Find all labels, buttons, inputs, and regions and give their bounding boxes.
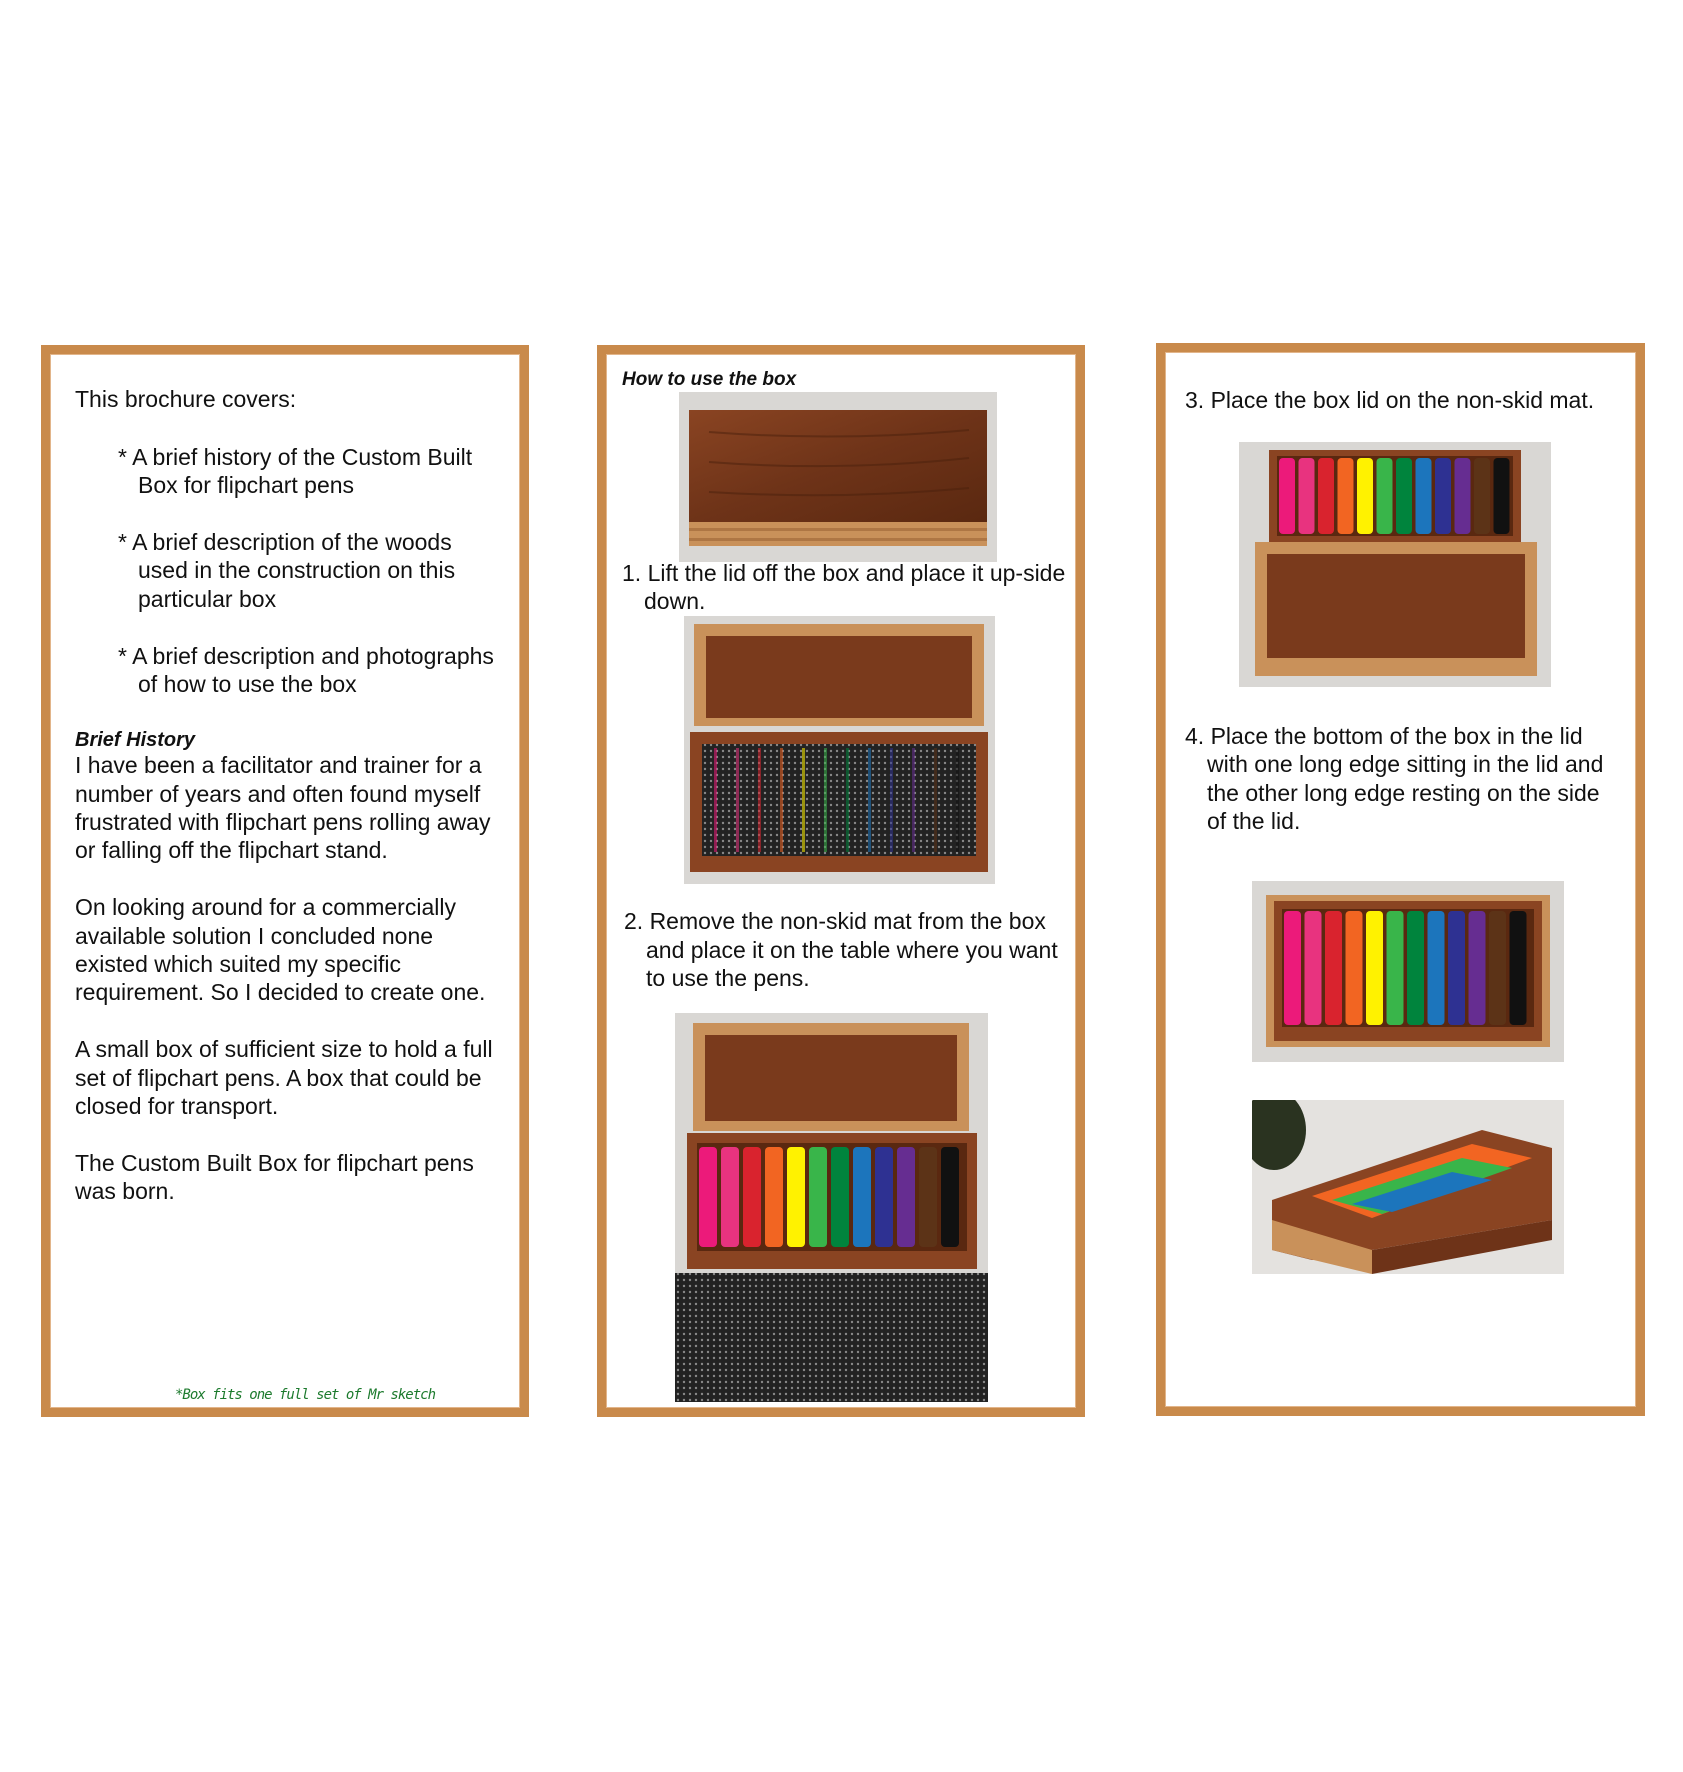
bullet-usage-line1: * A brief description and photographs	[118, 643, 494, 669]
mat-stripe	[780, 748, 783, 852]
pen	[1455, 458, 1471, 534]
pen	[1357, 458, 1373, 534]
step1-line1: 1. Lift the lid off the box and place it up-side	[622, 560, 1066, 586]
mat-stripe	[736, 748, 739, 852]
history-para4-line1: The Custom Built Box for flipchart pens	[75, 1150, 474, 1176]
pen	[1448, 911, 1465, 1025]
step4-line2: with one long edge sitting in the lid and	[1207, 751, 1604, 777]
history-para4-line2: was born.	[75, 1178, 175, 1204]
history-para1-line4: or falling off the flipchart stand.	[75, 837, 388, 863]
mat-stripe	[934, 748, 937, 852]
mat-stripe	[802, 748, 805, 852]
pen	[1305, 911, 1322, 1025]
pen	[1299, 458, 1315, 534]
history-para1-line2: number of years and often found myself	[75, 781, 481, 807]
pen	[699, 1147, 717, 1247]
pen	[1510, 911, 1527, 1025]
history-para3-line2: set of flipchart pens. A box that could be	[75, 1065, 482, 1091]
mat-stripe	[912, 748, 915, 852]
pen	[831, 1147, 849, 1247]
pen	[897, 1147, 915, 1247]
pen	[1377, 458, 1393, 534]
bullet-usage-line2: of how to use the box	[138, 671, 357, 697]
pen	[765, 1147, 783, 1247]
mat-stripe	[868, 748, 871, 852]
pen	[743, 1147, 761, 1247]
mat-stripe	[758, 748, 761, 852]
photo-lid-and-mat	[684, 616, 995, 884]
mat-stripe	[890, 748, 893, 852]
photo-box-in-lid	[1252, 881, 1564, 1062]
pen	[1435, 458, 1451, 534]
pen	[1279, 458, 1295, 534]
how-to-heading: How to use the box	[622, 369, 797, 390]
mat-stripe	[956, 748, 959, 852]
pen	[1318, 458, 1334, 534]
mat-stripe	[846, 748, 849, 852]
history-para2-line4: requirement. So I decided to create one.	[75, 979, 486, 1005]
pen	[1325, 911, 1342, 1025]
panel-steps-3-4	[1156, 343, 1645, 1416]
history-para2-line3: existed which suited my specific	[75, 951, 401, 977]
step2-line3: to use the pens.	[646, 965, 810, 991]
step4-line1: 4. Place the bottom of the box in the lid	[1185, 723, 1583, 749]
footnote: *Box fits one full set of Mr sketch	[175, 1387, 436, 1403]
pen	[1396, 458, 1412, 534]
photo-angled-view	[1252, 1100, 1564, 1274]
panel-history	[41, 345, 529, 1417]
photo-box-on-lid	[1239, 442, 1551, 687]
pen	[1338, 458, 1354, 534]
pen	[1366, 911, 1383, 1025]
pen	[1474, 458, 1490, 534]
bullet-woods-line2: used in the construction on this	[138, 557, 456, 583]
pen	[1284, 911, 1301, 1025]
pen	[787, 1147, 805, 1247]
history-para2-line2: available solution I concluded none	[75, 923, 434, 949]
mat-stripe	[824, 748, 827, 852]
history-para2-line1: On looking around for a commercially	[75, 894, 456, 920]
pen	[853, 1147, 871, 1247]
step3-text: 3. Place the box lid on the non-skid mat.	[1185, 387, 1595, 413]
photo-pens-and-mat	[675, 1013, 988, 1402]
bullet-history-line1: * A brief history of the Custom Built	[118, 444, 473, 470]
history-para1-line1: I have been a facilitator and trainer for a	[75, 752, 482, 778]
pen	[1346, 911, 1363, 1025]
pen	[809, 1147, 827, 1247]
pen	[1489, 911, 1506, 1025]
panel-how-to-use	[597, 345, 1085, 1417]
pen	[1469, 911, 1486, 1025]
history-para3-line1: A small box of sufficient size to hold a full	[75, 1036, 493, 1062]
pen	[1428, 911, 1445, 1025]
bullet-history-line2: Box for flipchart pens	[138, 472, 355, 498]
step1-line2: down.	[644, 588, 706, 614]
step4-line4: of the lid.	[1207, 808, 1301, 834]
bullet-woods-line1: * A brief description of the woods	[118, 529, 452, 555]
history-para1-line3: frustrated with flipchart pens rolling away	[75, 809, 491, 835]
history-para3-line3: closed for transport.	[75, 1093, 279, 1119]
pen	[941, 1147, 959, 1247]
pen	[875, 1147, 893, 1247]
step2-line2: and place it on the table where you want	[646, 937, 1058, 963]
pen	[721, 1147, 739, 1247]
pen	[1416, 458, 1432, 534]
intro-text: This brochure covers:	[75, 386, 297, 412]
history-heading: Brief History	[75, 729, 196, 751]
pen	[1407, 911, 1424, 1025]
step2-line1: 2. Remove the non-skid mat from the box	[624, 908, 1046, 934]
pen	[1494, 458, 1510, 534]
bullet-woods-line3: particular box	[138, 586, 277, 612]
pen	[1387, 911, 1404, 1025]
mat-stripe	[714, 748, 717, 852]
step4-line3: the other long edge resting on the side	[1207, 780, 1600, 806]
pen	[919, 1147, 937, 1247]
photo-closed-box	[679, 392, 997, 562]
